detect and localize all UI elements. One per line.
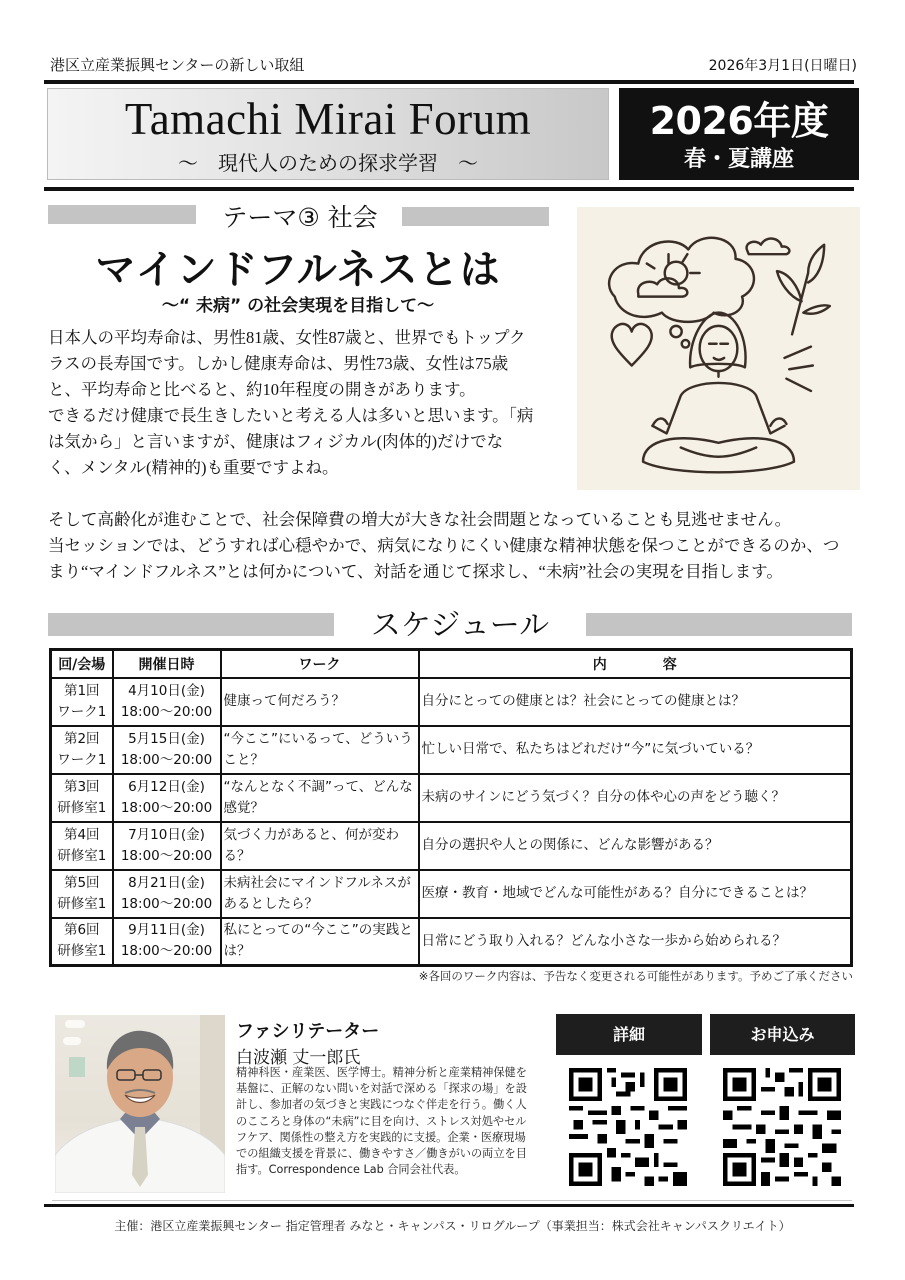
venue: 研修室1: [57, 799, 107, 816]
apply-button[interactable]: お申込み: [710, 1014, 855, 1055]
content-cell: 日常にどう取り入れる？どんな小さな一歩から始められる？: [419, 918, 852, 966]
date: 8月21日(金): [128, 874, 205, 891]
venue: 研修室1: [57, 895, 107, 912]
facilitator-heading: ファシリテーター: [236, 1021, 380, 1042]
intro-paragraph: [48, 325, 558, 481]
schedule-bar-right: [586, 613, 852, 636]
apply-qr-code[interactable]: [722, 1068, 842, 1186]
intro-line: そして高齢化が進むことで、社会保障費の増大が大きな社会問題となっていることも見逃せません。: [48, 510, 792, 529]
sun-cloud-icon: [638, 278, 687, 296]
time: 18:00～20:00: [120, 799, 213, 816]
heart-icon: [612, 324, 652, 366]
thought-cloud-icon: [609, 238, 754, 322]
theme-bar-right: [402, 207, 549, 226]
session-number: 第1回: [63, 682, 100, 699]
session-number: 第5回: [63, 874, 100, 891]
datetime-cell: [113, 870, 221, 918]
content-cell: 医療・教育・地域でどんな可能性がある？自分にできることは？: [419, 870, 852, 918]
venue: 研修室1: [57, 847, 107, 864]
session-cell: [51, 870, 113, 918]
issue-date: 2026年3月1日(日曜日): [708, 58, 857, 74]
datetime-cell: [113, 918, 221, 966]
masthead-year-box: [619, 88, 859, 180]
fiscal-year: 2026年度: [649, 99, 829, 143]
date: 6月12日(金): [128, 778, 205, 795]
theme-bar-left: [48, 205, 196, 224]
schedule-title: スケジュール: [370, 608, 550, 643]
masthead-title-box: [47, 88, 609, 180]
meditation-illustration: [577, 207, 860, 490]
work-cell: 健康って何だろう？: [221, 678, 419, 726]
bottom-thin-rule: [52, 1200, 852, 1201]
work-cell: “今ここ”にいるって、どういうこと？: [221, 726, 419, 774]
schedule-table: [49, 648, 853, 967]
leaf-sprig-icon: [777, 245, 830, 335]
date: 9月11日(金): [128, 922, 205, 939]
intro-line: は気から」と言いますが、健康はフィジカル(肉体的)だけでな: [48, 432, 504, 451]
footer-organizer: 主催：港区立産業振興センター 指定管理者 みなと・キャンパス・リログループ（事業担当：株式会社キャンパスクリエイト）: [114, 1219, 791, 1233]
venue: ワーク1: [57, 703, 107, 720]
content-cell: 自分の選択や人との関係に、どんな影響がある？: [419, 822, 852, 870]
header-work: ワーク: [221, 650, 419, 678]
session-number: 第6回: [63, 922, 100, 939]
top-rule: [44, 80, 854, 84]
facilitator-photo: [55, 1015, 225, 1193]
organization-label: 港区立産業振興センターの新しい取組: [50, 56, 305, 74]
schedule-bar-left: [48, 613, 334, 636]
table-row: [51, 918, 852, 966]
theme-label: テーマ③ 社会: [222, 203, 378, 232]
table-header-row: [51, 650, 852, 678]
work-cell: 私にとっての“今ここ”の実践とは？: [221, 918, 419, 966]
intro-line: く、メンタル(精神的)も重要ですよね。: [48, 458, 339, 477]
forum-title: Tamachi Mirai Forum: [124, 94, 532, 144]
session-number: 第3回: [63, 778, 100, 795]
header-session-venue: 回/会場: [51, 650, 113, 678]
forum-subtitle: ～ 現代人のための探求学習 ～: [178, 151, 478, 175]
main-title: マインドフルネスとは: [95, 247, 501, 293]
thought-bubble-icon: [670, 326, 681, 337]
session-cell: [51, 822, 113, 870]
session-cell: [51, 678, 113, 726]
intro-line: 日本人の平均寿命は、男性81歳、女性87歳と、世界でもトップク: [48, 328, 526, 347]
time: 18:00～20:00: [120, 847, 213, 864]
content-cell: 未病のサインにどう気づく？自分の体や心の声をどう聴く？: [419, 774, 852, 822]
masthead-bottom-rule: [44, 187, 854, 191]
header-datetime: 開催日時: [113, 650, 221, 678]
intro-line: と、平均寿命と比べると、約10年程度の開きがあります。: [48, 380, 476, 399]
table-row: [51, 678, 852, 726]
date: 5月15日(金): [128, 730, 205, 747]
intro-line: できるだけ健康で長生きしたいと考える人は多いと思います。「病: [48, 406, 534, 425]
session-number: 第2回: [63, 730, 100, 747]
session-cell: [51, 726, 113, 774]
details-qr-code[interactable]: [568, 1068, 688, 1186]
schedule-note: ※各回のワーク内容は、予告なく変更される可能性があります。予めご了承ください: [418, 969, 853, 983]
venue: 研修室1: [57, 943, 107, 960]
table-row: [51, 726, 852, 774]
session-cell: [51, 774, 113, 822]
intro-line: まり“マインドフルネス”とは何かについて、対話を通じて探求し、“未病”社会の実現を目指します。: [48, 562, 783, 581]
main-subtitle: ～“ 未病” の社会実現を目指して～: [161, 296, 435, 316]
table-row: [51, 822, 852, 870]
datetime-cell: [113, 726, 221, 774]
session-cell: [51, 918, 113, 966]
time: 18:00～20:00: [120, 895, 213, 912]
table-row: [51, 774, 852, 822]
content-cell: 忙しい日常で、私たちはどれだけ“今”に気づいている？: [419, 726, 852, 774]
content-cell: 自分にとっての健康とは？社会にとっての健康とは？: [419, 678, 852, 726]
datetime-cell: [113, 774, 221, 822]
facilitator-name: 白波瀬 丈一郎氏: [236, 1048, 361, 1068]
footer-rule: [44, 1204, 854, 1207]
details-button[interactable]: 詳細: [556, 1014, 702, 1055]
crossed-legs-icon: [643, 438, 794, 472]
intro-line: 当セッションでは、どうすれば心穏やかで、病気になりにくい健康な精神状態を保つことができるのか、つ: [48, 536, 840, 555]
intro-line: ラスの長寿国です。しかし健康寿命は、男性73歳、女性は75歳: [48, 354, 509, 373]
date: 4月10日(金): [128, 682, 205, 699]
table-row: [51, 870, 852, 918]
season-label: 春・夏講座: [683, 147, 794, 172]
intro-paragraph-wide: [48, 507, 868, 585]
work-cell: “なんとなく不調”って、どんな感覚？: [221, 774, 419, 822]
work-cell: 未病社会にマインドフルネスがあるとしたら？: [221, 870, 419, 918]
session-number: 第4回: [63, 826, 100, 843]
work-cell: 気づく力があると、何が変わる？: [221, 822, 419, 870]
time: 18:00～20:00: [120, 703, 213, 720]
facilitator-bio: 精神科医・産業医、医学博士。精神分析と産業精神保健を基盤に、正解のない問いを対話で深める「探求の場」を設計し、参加者の気づきと実践につなぐ伴走を行う。働く人のこころと身体の“未病”に目を向け、ストレス対処やセルフケア、関係性の整え方を実践的に支援。企業・医療現場での組織支援を背景に、働きやすさ／働きがいの両立を目指す。Correspondence Lab 合同会社代表。: [236, 1066, 527, 1177]
time: 18:00～20:00: [120, 943, 213, 960]
small-cloud-icon: [747, 239, 790, 255]
venue: ワーク1: [57, 751, 107, 768]
datetime-cell: [113, 822, 221, 870]
time: 18:00～20:00: [120, 751, 213, 768]
header-content: 内 容: [419, 650, 852, 678]
datetime-cell: [113, 678, 221, 726]
date: 7月10日(金): [128, 826, 205, 843]
